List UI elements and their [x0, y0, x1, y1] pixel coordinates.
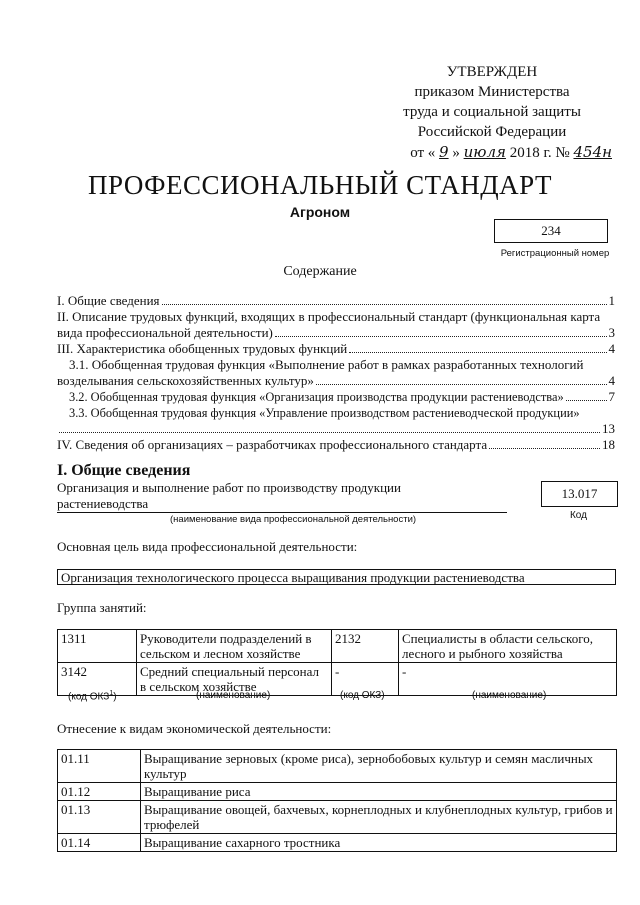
- group-label: Группа занятий:: [57, 600, 147, 615]
- okved-name: Выращивание сахарного тростника: [141, 834, 617, 852]
- toc-entry-text: 3.3. Обобщенная трудовая функция «Управление производством растениеводческой продукции»: [69, 406, 580, 420]
- occupation-name: Средний специальный персонал в сельском хозяйстве: [137, 663, 332, 696]
- document-title: ПРОФЕССИОНАЛЬНЫЙ СТАНДАРТ: [87, 170, 553, 200]
- table-row: [58, 834, 617, 852]
- goal-label: Основная цель вида профессиональной деятельности:: [57, 539, 358, 554]
- toc-entry[interactable]: [57, 341, 615, 357]
- toc-entry[interactable]: [57, 437, 615, 453]
- toc-page: 7: [608, 389, 615, 404]
- toc-entry[interactable]: [57, 389, 615, 405]
- toc-page: 3: [608, 325, 615, 340]
- divider: [57, 512, 507, 513]
- occ-caption: (наименование): [472, 690, 547, 701]
- approval-line: УТВЕРЖДЕН: [446, 64, 538, 80]
- toc-entry-text: III. Характеристика обобщенных трудовых функций: [57, 341, 348, 356]
- toc-entry-text: возделывания сельскохозяйственных культур»: [57, 373, 314, 388]
- toc-entry[interactable]: [57, 357, 615, 389]
- okz-code: 2132: [332, 630, 399, 663]
- toc-page: 13: [602, 421, 615, 436]
- okved-table: [57, 749, 617, 852]
- toc-entry-text: 3.2. Обобщенная трудовая функция «Организация производства продукции растениеводства»: [69, 390, 564, 404]
- table-of-contents: [57, 293, 615, 453]
- activity-code-label: Код: [569, 510, 587, 521]
- section-heading: I. Общие сведения: [57, 462, 191, 479]
- toc-page: 18: [602, 437, 615, 452]
- occupation-name: Руководители подразделений в сельском и лесном хозяйстве: [137, 630, 332, 663]
- toc-page: 4: [608, 341, 615, 356]
- approval-line: труда и социальной защиты: [403, 104, 581, 120]
- toc-heading: Содержание: [283, 264, 357, 279]
- table-row: [58, 630, 617, 663]
- date-mid: »: [452, 145, 460, 161]
- handwritten-day: 9: [439, 143, 449, 161]
- toc-leader: [275, 325, 607, 337]
- toc-entry[interactable]: [57, 405, 615, 437]
- okved-code: 01.11: [58, 750, 141, 783]
- goal-box: Организация технологического процесса выращивания продукции растениеводства: [57, 569, 616, 585]
- table-row: [58, 801, 617, 834]
- toc-entry-text: вида профессиональной деятельности): [57, 325, 273, 340]
- registration-number-box: 234: [494, 219, 608, 243]
- date-prefix: от «: [410, 145, 436, 161]
- toc-entry[interactable]: [57, 293, 615, 309]
- occupation-table: [57, 629, 617, 696]
- toc-leader: [59, 421, 600, 433]
- toc-leader: [162, 293, 607, 305]
- handwritten-month: июля: [463, 143, 506, 161]
- toc-page: 1: [608, 293, 615, 308]
- approval-line: приказом Министерства: [414, 84, 570, 100]
- handwritten-order-number: 454н: [573, 143, 612, 161]
- table-row: [58, 783, 617, 801]
- okz-code: -: [332, 663, 399, 696]
- activity-caption: (наименование вида профессиональной деятельности): [170, 514, 417, 525]
- toc-leader: [566, 389, 607, 401]
- registration-number-label: Регистрационный номер: [500, 248, 610, 259]
- okved-name: Выращивание овощей, бахчевых, корнеплодных и клубнеплодных культур, грибов и трюфелей: [141, 801, 617, 834]
- occ-caption: [68, 690, 117, 702]
- okved-name: Выращивание риса: [141, 783, 617, 801]
- caption-text: (код ОКЗ: [68, 691, 110, 703]
- okz-code: 1311: [58, 630, 137, 663]
- caption-text: ): [113, 691, 117, 703]
- okved-code: 01.12: [58, 783, 141, 801]
- occupation-name: Специалисты в области сельского, лесного и рыбного хозяйства: [399, 630, 617, 663]
- table-row: [58, 750, 617, 783]
- toc-entry[interactable]: [57, 309, 615, 341]
- toc-page: 4: [608, 373, 615, 388]
- toc-leader: [316, 373, 607, 385]
- activity-code-box: 13.017: [541, 481, 618, 507]
- approval-date: [372, 142, 612, 163]
- okved-name: Выращивание зерновых (кроме риса), зернобобовых культур и семян масличных культур: [141, 750, 617, 783]
- approval-line: Российской Федерации: [417, 124, 567, 140]
- approval-block: [372, 62, 612, 163]
- standard-name: Агроном: [289, 204, 351, 220]
- toc-entry-text: II. Описание трудовых функций, входящих в профессиональный стандарт (функциональная карта: [57, 309, 601, 324]
- toc-entry-text: I. Общие сведения: [57, 293, 160, 308]
- okved-code: 01.13: [58, 801, 141, 834]
- occ-caption: (наименование): [196, 690, 271, 701]
- footnote-mark: 1: [109, 690, 114, 697]
- occ-caption: (код ОКЗ): [340, 690, 385, 701]
- toc-entry-text: IV. Сведения об организациях – разработчиках профессионального стандарта: [57, 437, 488, 452]
- activity-name: Организация и выполнение работ по производству продукции растениеводства: [57, 480, 401, 511]
- date-year: 2018 г. №: [509, 145, 570, 161]
- okz-code: 3142: [58, 663, 137, 696]
- toc-leader: [349, 341, 606, 353]
- econ-label: Отнесение к видам экономической деятельности:: [57, 721, 332, 736]
- toc-leader: [489, 437, 600, 449]
- toc-entry-text: 3.1. Обобщенная трудовая функция «Выполнение работ в рамках разработанных технологий: [69, 357, 584, 372]
- occupation-name: -: [399, 663, 617, 696]
- okved-code: 01.14: [58, 834, 141, 852]
